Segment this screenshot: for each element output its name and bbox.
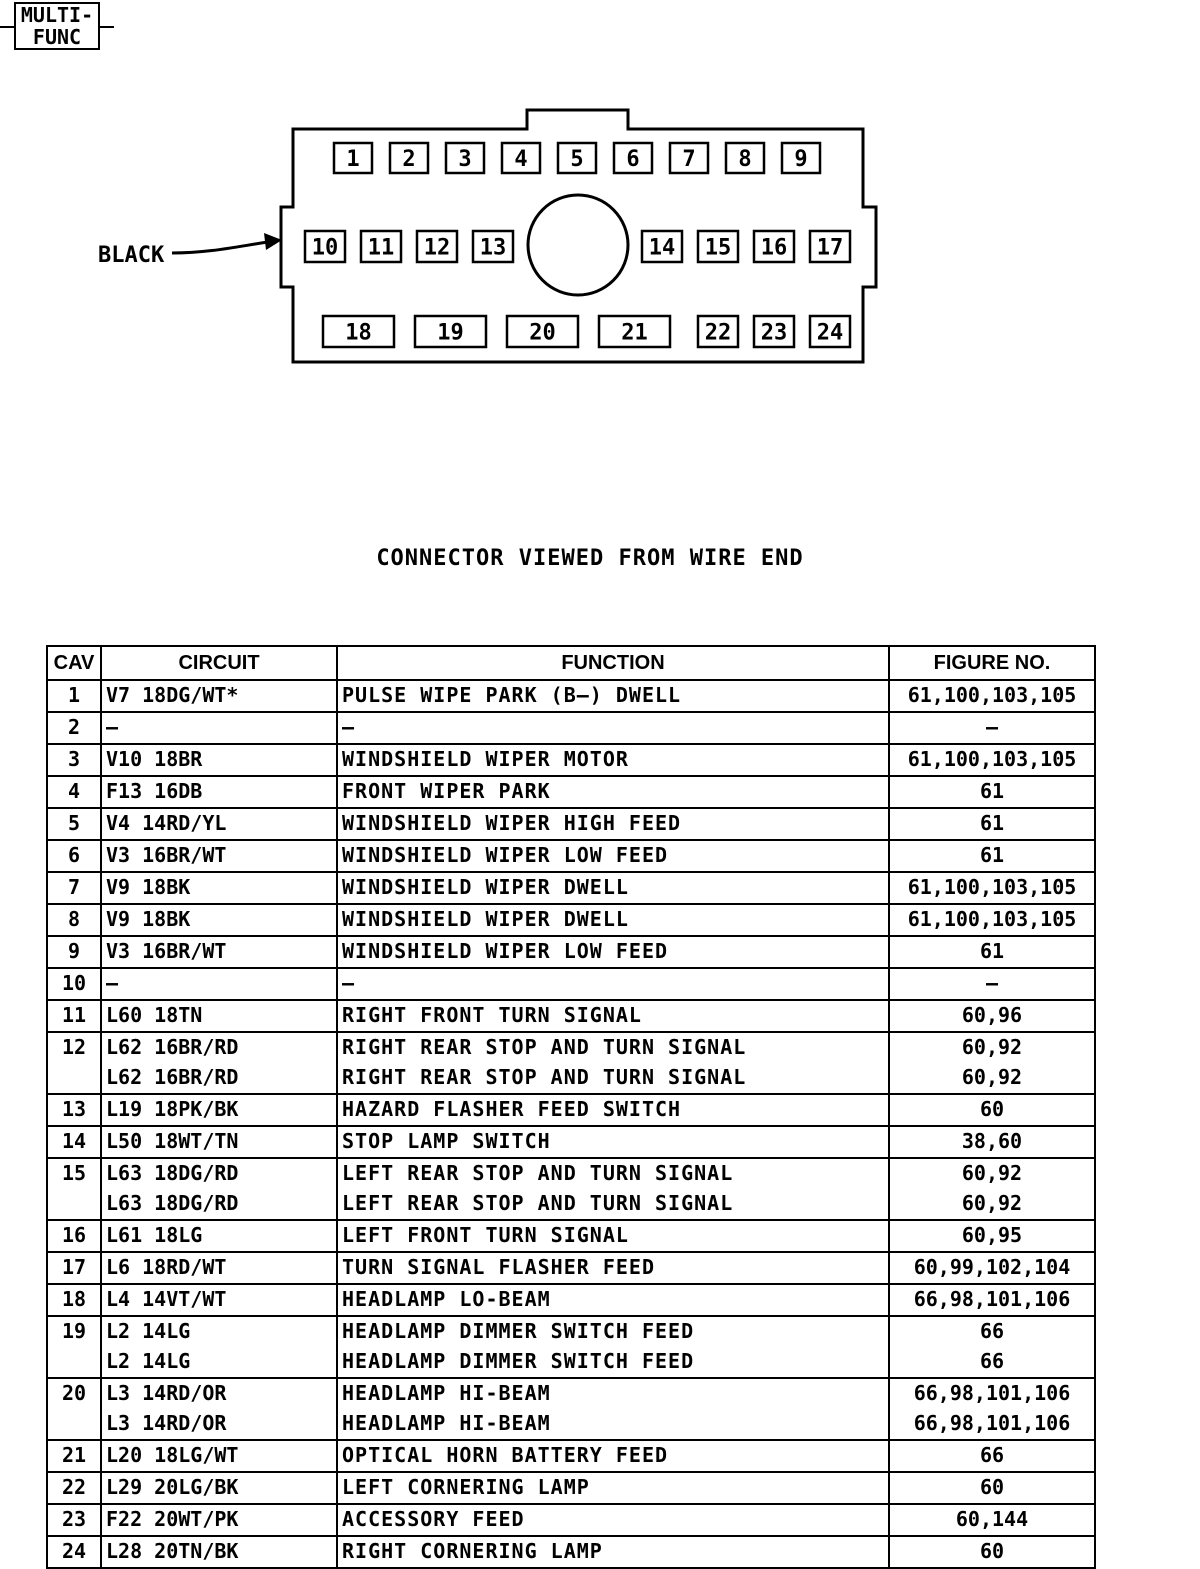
table-row: [47, 1032, 1095, 1094]
figure-cell-line: 60: [979, 1539, 1005, 1563]
circuit-cell: [101, 1126, 337, 1158]
table-row: [47, 936, 1095, 968]
cavity-number: 14: [648, 235, 676, 261]
cav-cell: 13: [47, 1094, 101, 1126]
figure-cell-line: —: [985, 971, 999, 995]
cav-cell: 2: [47, 712, 101, 744]
figure-cell-line: 66: [979, 1349, 1005, 1373]
figure-cell: [889, 1536, 1095, 1568]
figure-cell: [889, 1378, 1095, 1440]
figure-cell: [889, 1472, 1095, 1504]
circuit-cell: [101, 1440, 337, 1472]
circuit-cell-line: L62 16BR/RD: [106, 1065, 239, 1089]
function-cell: [337, 936, 889, 968]
header-cav: CAV: [47, 646, 101, 680]
circuit-cell-line: L3 14RD/OR: [106, 1381, 227, 1405]
cav-cell: 15: [47, 1158, 101, 1220]
figure-cell-line: 61,100,103,105: [907, 907, 1077, 931]
circuit-cell: [101, 1504, 337, 1536]
cavity-23: [754, 316, 794, 347]
circuit-cell-line: F13 16DB: [106, 779, 203, 803]
figure-cell-line: 38,60: [961, 1129, 1023, 1153]
function-cell: [337, 1536, 889, 1568]
cav-cell: 8: [47, 904, 101, 936]
cavity-6: [614, 143, 652, 173]
table-row: [47, 968, 1095, 1000]
connector-center-post: [528, 195, 628, 295]
figure-cell: [889, 1126, 1095, 1158]
function-cell: [337, 1000, 889, 1032]
cavity-13: [473, 231, 513, 262]
cavity-number: 20: [529, 320, 556, 346]
cavity-8: [726, 143, 764, 173]
circuit-cell-line: L63 18DG/RD: [106, 1191, 239, 1215]
cavity-number: 6: [626, 147, 640, 172]
cav-cell: 21: [47, 1440, 101, 1472]
function-cell: [337, 1472, 889, 1504]
figure-cell: [889, 1094, 1095, 1126]
figure-cell: [889, 1440, 1095, 1472]
cavity-15: [698, 231, 738, 262]
cavity-number: 17: [816, 235, 844, 261]
figure-cell: [889, 1284, 1095, 1316]
table-row: [47, 1284, 1095, 1316]
circuit-cell: [101, 1472, 337, 1504]
circuit-cell-line: L2 14LG: [106, 1319, 191, 1343]
function-cell-line: PULSE WIPE PARK (B—) DWELL: [342, 683, 682, 707]
function-cell: [337, 1220, 889, 1252]
circuit-cell-line: L62 16BR/RD: [106, 1035, 239, 1059]
cavity-20: [507, 316, 578, 347]
circuit-cell: [101, 1220, 337, 1252]
figure-cell: [889, 1032, 1095, 1094]
table-row: [47, 712, 1095, 744]
figure-cell: [889, 1504, 1095, 1536]
cavity-number: 23: [760, 320, 788, 346]
figure-cell-line: 61: [979, 811, 1005, 835]
header-figure: FIGURE NO.: [889, 646, 1095, 680]
function-cell-line: WINDSHIELD WIPER LOW FEED: [342, 939, 669, 963]
cavity-number: 8: [738, 147, 752, 172]
cav-cell: 17: [47, 1252, 101, 1284]
circuit-cell-line: V4 14RD/YL: [106, 811, 227, 835]
figure-cell: [889, 808, 1095, 840]
figure-cell-line: 60,99,102,104: [913, 1255, 1071, 1279]
circuit-cell-line: V9 18BK: [106, 907, 191, 931]
function-cell-line: RIGHT REAR STOP AND TURN SIGNAL: [342, 1035, 747, 1059]
cavity-number: 2: [402, 147, 416, 172]
color-label-arrow-line: [172, 242, 268, 253]
circuit-cell-line: —: [106, 715, 119, 739]
cavity-3: [446, 143, 484, 173]
figure-cell-line: —: [985, 715, 999, 739]
table-row: [47, 1440, 1095, 1472]
table-body: [47, 680, 1095, 1568]
table-row: [47, 1536, 1095, 1568]
cavity-11: [361, 231, 401, 262]
diagram-caption: CONNECTOR VIEWED FROM WIRE END: [376, 546, 804, 571]
cav-cell: 3: [47, 744, 101, 776]
function-cell-line: WINDSHIELD WIPER LOW FEED: [342, 843, 669, 867]
figure-cell: [889, 936, 1095, 968]
figure-cell-line: 61: [979, 939, 1005, 963]
figure-cell-line: 61,100,103,105: [907, 683, 1077, 707]
cav-cell: 9: [47, 936, 101, 968]
cav-cell: 12: [47, 1032, 101, 1094]
cavity-group: [305, 143, 850, 347]
figure-cell: [889, 1158, 1095, 1220]
function-cell-line: HEADLAMP LO-BEAM: [342, 1287, 551, 1311]
cavity-12: [417, 231, 457, 262]
table-row: [47, 904, 1095, 936]
cavity-18: [323, 316, 394, 347]
figure-cell-line: 60,92: [961, 1035, 1023, 1059]
function-cell-line: —: [342, 715, 356, 739]
circuit-cell-line: V3 16BR/WT: [106, 939, 227, 963]
cavity-number: 16: [760, 235, 788, 261]
figure-cell: [889, 840, 1095, 872]
cavity-number: 1: [346, 147, 360, 172]
cav-cell: 22: [47, 1472, 101, 1504]
circuit-cell-line: F22 20WT/PK: [106, 1507, 239, 1531]
figure-cell-line: 66: [979, 1319, 1005, 1343]
cavity-24: [810, 316, 850, 347]
function-cell-line: RIGHT CORNERING LAMP: [342, 1539, 603, 1563]
function-cell: [337, 1284, 889, 1316]
cav-cell: 18: [47, 1284, 101, 1316]
cavity-number: 15: [704, 235, 732, 261]
figure-cell: [889, 1316, 1095, 1378]
function-cell-line: STOP LAMP SWITCH: [342, 1129, 551, 1153]
function-cell-line: HEADLAMP DIMMER SWITCH FEED: [342, 1349, 695, 1373]
function-cell-line: LEFT REAR STOP AND TURN SIGNAL: [342, 1191, 734, 1215]
figure-cell: [889, 680, 1095, 712]
table-row: [47, 1000, 1095, 1032]
figure-cell: [889, 776, 1095, 808]
table-row: [47, 680, 1095, 712]
function-cell: [337, 1126, 889, 1158]
table-row: [47, 872, 1095, 904]
circuit-cell-line: V9 18BK: [106, 875, 191, 899]
figure-cell-line: 66,98,101,106: [913, 1381, 1071, 1405]
function-cell: [337, 1316, 889, 1378]
figure-cell-line: 60,96: [961, 1003, 1023, 1027]
pinout-table: [46, 645, 1096, 1569]
figure-cell: [889, 1252, 1095, 1284]
cavity-number: 18: [345, 320, 372, 346]
circuit-cell: [101, 840, 337, 872]
cavity-19: [415, 316, 486, 347]
table-row: [47, 1316, 1095, 1378]
table-row: [47, 808, 1095, 840]
table-row: [47, 1094, 1095, 1126]
function-cell: [337, 712, 889, 744]
figure-cell: [889, 1000, 1095, 1032]
figure-cell-line: 60: [979, 1475, 1005, 1499]
function-cell-line: HEADLAMP HI-BEAM: [342, 1381, 551, 1405]
cavity-21: [599, 316, 670, 347]
cavity-9: [782, 143, 820, 173]
function-cell: [337, 1504, 889, 1536]
figure-cell: [889, 904, 1095, 936]
function-cell: [337, 680, 889, 712]
function-cell-line: RIGHT FRONT TURN SIGNAL: [342, 1003, 642, 1027]
table-row: [47, 1504, 1095, 1536]
circuit-cell: [101, 712, 337, 744]
function-cell-line: WINDSHIELD WIPER HIGH FEED: [342, 811, 682, 835]
circuit-cell-line: L63 18DG/RD: [106, 1161, 239, 1185]
cav-cell: 16: [47, 1220, 101, 1252]
figure-cell-line: 61,100,103,105: [907, 875, 1077, 899]
table-row: [47, 1378, 1095, 1440]
circuit-cell-line: L50 18WT/TN: [106, 1129, 239, 1153]
circuit-cell: [101, 872, 337, 904]
function-cell-line: RIGHT REAR STOP AND TURN SIGNAL: [342, 1065, 747, 1089]
figure-cell: [889, 872, 1095, 904]
color-label: BLACK: [98, 243, 165, 268]
circuit-cell: [101, 936, 337, 968]
function-cell: [337, 904, 889, 936]
color-label-arrowhead: [264, 233, 282, 250]
function-cell-line: HAZARD FLASHER FEED SWITCH: [342, 1097, 682, 1121]
circuit-cell: [101, 1284, 337, 1316]
table-row: [47, 744, 1095, 776]
figure-cell: [889, 744, 1095, 776]
circuit-cell: [101, 808, 337, 840]
figure-cell-line: 61,100,103,105: [907, 747, 1077, 771]
function-cell: [337, 1032, 889, 1094]
cav-cell: 4: [47, 776, 101, 808]
circuit-cell: [101, 1032, 337, 1094]
cavity-number: 11: [367, 235, 395, 261]
circuit-cell: [101, 1094, 337, 1126]
circuit-cell-line: L20 18LG/WT: [106, 1443, 239, 1467]
table-row: [47, 1158, 1095, 1220]
table-row: [47, 840, 1095, 872]
cavity-14: [642, 231, 682, 262]
cavity-number: 9: [794, 147, 808, 172]
cavity-2: [390, 143, 428, 173]
cav-cell: 23: [47, 1504, 101, 1536]
function-cell: [337, 840, 889, 872]
function-cell-line: OPTICAL HORN BATTERY FEED: [342, 1443, 669, 1467]
function-cell-line: LEFT CORNERING LAMP: [342, 1475, 590, 1499]
cavity-number: 22: [704, 320, 732, 346]
cavity-5: [558, 143, 596, 173]
connector-name-line1: MULTI-: [20, 3, 94, 27]
cavity-number: 24: [816, 320, 844, 346]
figure-cell: [889, 968, 1095, 1000]
circuit-cell: [101, 1158, 337, 1220]
figure-cell-line: 60,144: [955, 1507, 1029, 1531]
cavity-17: [810, 231, 850, 262]
function-cell: [337, 808, 889, 840]
cav-cell: 19: [47, 1316, 101, 1378]
cav-cell: 24: [47, 1536, 101, 1568]
function-cell: [337, 1440, 889, 1472]
cavity-7: [670, 143, 708, 173]
cavity-10: [305, 231, 345, 262]
circuit-cell-line: L6 18RD/WT: [106, 1255, 227, 1279]
circuit-cell: [101, 776, 337, 808]
table-row: [47, 776, 1095, 808]
table-row: [47, 1126, 1095, 1158]
cavity-number: 3: [458, 147, 472, 172]
circuit-cell-line: L60 18TN: [106, 1003, 203, 1027]
cav-cell: 10: [47, 968, 101, 1000]
function-cell-line: —: [342, 971, 356, 995]
figure-cell-line: 60,92: [961, 1161, 1023, 1185]
cav-cell: 14: [47, 1126, 101, 1158]
function-cell-line: WINDSHIELD WIPER DWELL: [342, 907, 629, 931]
figure-cell: [889, 712, 1095, 744]
function-cell: [337, 1158, 889, 1220]
function-cell: [337, 872, 889, 904]
cavity-number: 12: [423, 235, 451, 261]
cavity-number: 10: [311, 235, 339, 261]
function-cell: [337, 744, 889, 776]
function-cell-line: WINDSHIELD WIPER DWELL: [342, 875, 629, 899]
circuit-cell: [101, 744, 337, 776]
cavity-4: [502, 143, 540, 173]
header-function: FUNCTION: [337, 646, 889, 680]
cav-cell: 6: [47, 840, 101, 872]
cavity-22: [698, 316, 738, 347]
function-cell: [337, 776, 889, 808]
figure-cell-line: 66,98,101,106: [913, 1287, 1071, 1311]
circuit-cell-line: —: [106, 971, 119, 995]
circuit-cell-line: L28 20TN/BK: [106, 1539, 239, 1563]
cavity-16: [754, 231, 794, 262]
figure-cell-line: 61: [979, 779, 1005, 803]
table-row: [47, 1220, 1095, 1252]
figure-cell-line: 66,98,101,106: [913, 1411, 1071, 1435]
cav-cell: 11: [47, 1000, 101, 1032]
figure-cell-line: 60,92: [961, 1191, 1023, 1215]
figure-cell-line: 60,92: [961, 1065, 1023, 1089]
cav-cell: 1: [47, 680, 101, 712]
cav-cell: 7: [47, 872, 101, 904]
circuit-cell-line: V7 18DG/WT*: [106, 683, 239, 707]
cav-cell: 20: [47, 1378, 101, 1440]
circuit-cell: [101, 968, 337, 1000]
cavity-number: 4: [514, 147, 528, 172]
circuit-cell: [101, 1316, 337, 1378]
function-cell-line: TURN SIGNAL FLASHER FEED: [342, 1255, 655, 1279]
cavity-number: 19: [437, 320, 464, 346]
function-cell-line: WINDSHIELD WIPER MOTOR: [342, 747, 629, 771]
circuit-cell-line: V10 18BR: [106, 747, 203, 771]
circuit-cell-line: L19 18PK/BK: [106, 1097, 239, 1121]
connector-diagram: [0, 0, 1200, 420]
figure-cell-line: 60,95: [961, 1223, 1023, 1247]
header-circuit: CIRCUIT: [101, 646, 337, 680]
function-cell-line: LEFT REAR STOP AND TURN SIGNAL: [342, 1161, 734, 1185]
function-cell: [337, 1094, 889, 1126]
circuit-cell: [101, 904, 337, 936]
circuit-cell: [101, 680, 337, 712]
circuit-cell-line: V3 16BR/WT: [106, 843, 227, 867]
figure-cell-line: 60: [979, 1097, 1005, 1121]
circuit-cell: [101, 1536, 337, 1568]
circuit-cell-line: L2 14LG: [106, 1349, 191, 1373]
function-cell-line: ACCESSORY FEED: [342, 1507, 525, 1531]
circuit-cell-line: L61 18LG: [106, 1223, 203, 1247]
cavity-number: 5: [570, 147, 584, 172]
figure-cell-line: 61: [979, 843, 1005, 867]
function-cell-line: HEADLAMP HI-BEAM: [342, 1411, 551, 1435]
figure-cell: [889, 1220, 1095, 1252]
circuit-cell-line: L4 14VT/WT: [106, 1287, 227, 1311]
function-cell: [337, 968, 889, 1000]
function-cell-line: HEADLAMP DIMMER SWITCH FEED: [342, 1319, 695, 1343]
table-row: [47, 1252, 1095, 1284]
connector-name-line2: FUNC: [32, 25, 82, 49]
figure-cell-line: 66: [979, 1443, 1005, 1467]
table-header-row: [47, 646, 1095, 680]
function-cell-line: LEFT FRONT TURN SIGNAL: [342, 1223, 629, 1247]
circuit-cell: [101, 1378, 337, 1440]
function-cell-line: FRONT WIPER PARK: [342, 779, 551, 803]
circuit-cell: [101, 1000, 337, 1032]
cavity-number: 13: [479, 235, 507, 261]
cavity-number: 21: [621, 320, 648, 346]
cavity-number: 7: [682, 147, 696, 172]
table-row: [47, 1472, 1095, 1504]
circuit-cell-line: L29 20LG/BK: [106, 1475, 239, 1499]
cavity-1: [334, 143, 372, 173]
function-cell: [337, 1378, 889, 1440]
circuit-cell-line: L3 14RD/OR: [106, 1411, 227, 1435]
cav-cell: 5: [47, 808, 101, 840]
circuit-cell: [101, 1252, 337, 1284]
function-cell: [337, 1252, 889, 1284]
